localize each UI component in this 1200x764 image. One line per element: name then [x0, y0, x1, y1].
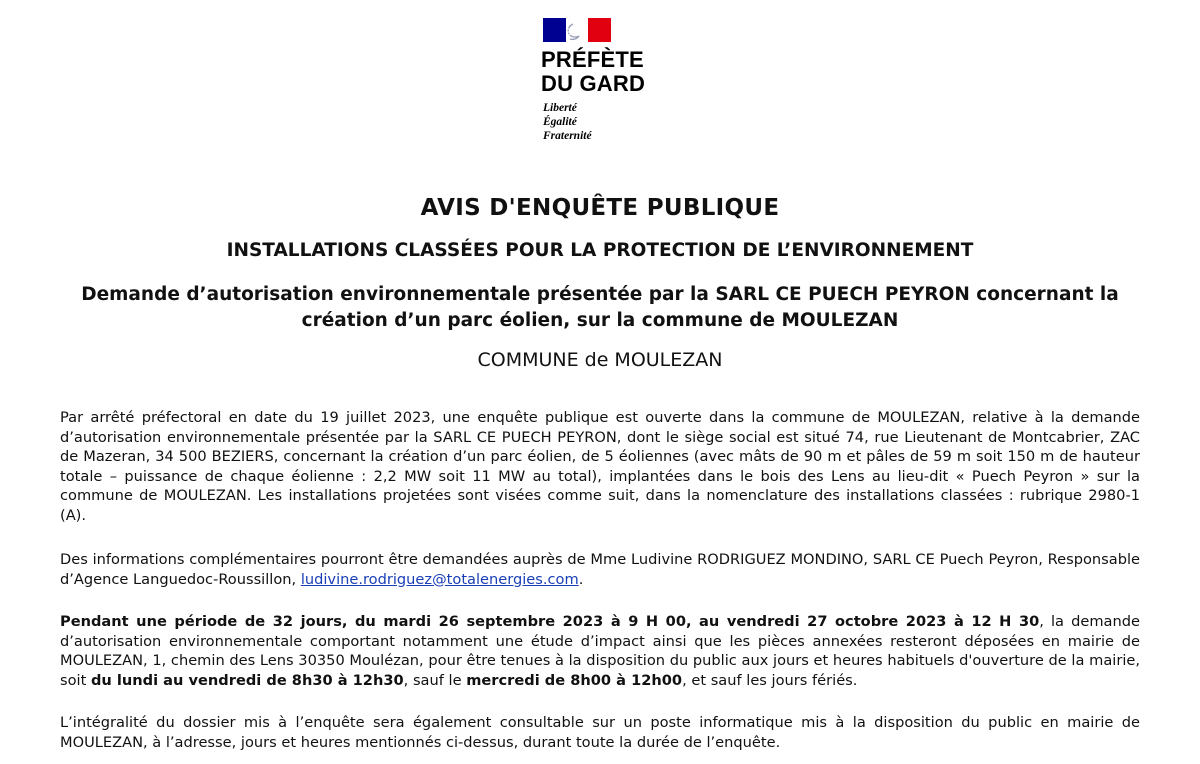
contact-end: .	[578, 570, 584, 588]
contact-email-link[interactable]: ludivine.rodriguez@totalenergies.com	[300, 570, 579, 588]
period-text3: , et sauf les jours fériés.	[682, 671, 858, 689]
period-text2: , sauf le	[403, 671, 467, 689]
commune-heading: COMMUNE de MOULEZAN	[477, 349, 723, 371]
opening-hours-weekdays: du lundi au vendredi de 8h30 à 12h30	[90, 671, 404, 689]
paragraph-arrete: Par arrêté préfectoral en date du 19 juillet 2023, une enquête publique est ouverte dans la commune de MOULEZAN, relative à la demande d’autorisation environnementale présentée par la SARL CE PUECH PEYRON, dont le siège social est situé 74, rue Lieutenant de Montcabrier, ZAC de Mazeran, 34 500 BEZIERS, concernant la création d’un parc éolien, de 5 éoliennes (avec mâts de 90 m et pâles de 59 m soit 150 m de hauteur totale – puissance de chaque éolienne : 2,2 MW soit 11 MW au total), implantées dans le bois des Lens au lieu-dit « Puech Peyron » sur la commune de MOULEZAN. Les installations projetées sont visées comme suit, dans la nomenclature des installations classées : rubrique 2980-1 (A).	[60, 409, 1140, 524]
logo-title-line2: DU GARD	[541, 71, 646, 96]
motto-fraternite: Fraternité	[543, 130, 592, 142]
motto-egalite: Égalité	[543, 116, 577, 128]
period-dates: Pendant une période de 32 jours, du mardi 26 septembre 2023 à 9 H 00, au vendredi 27 octobre 2023 à 12 H 30	[60, 613, 1040, 630]
prefecture-logo	[541, 16, 681, 146]
marianne-flag-icon	[543, 18, 611, 42]
logo-title-line1: PRÉFÈTE	[541, 47, 644, 72]
contact-text: Des informations complémentaires pourront être demandées auprès de Mme Ludivine RODRIGUEZ MONDINO, SARL CE Puech Peyron, Responsable d’Agence Languedoc-Roussillon,	[60, 551, 1140, 588]
motto-liberte: Liberté	[543, 102, 577, 114]
request-title: Demande d’autorisation environnementale présentée par la SARL CE PUECH PEYRON concernant la création d’un parc éolien, sur la commune de MOULEZAN	[81, 284, 1119, 331]
opening-hours-wednesday: mercredi de 8h00 à 12h00	[466, 671, 683, 689]
notice-subtitle: INSTALLATIONS CLASSÉES POUR LA PROTECTION DE L’ENVIRONNEMENT	[226, 240, 974, 261]
period-text1: , la demande d’autorisation environnementale comportant notamment une étude d’impact ainsi que les pièces annexées resteront déposées en mairie de MOULEZAN, 1, chemin des Lens 30350 Moulézan, pour être tenues à la disposition du public aux jours et heures habituels d'ouverture de la mairie, soit	[60, 613, 1140, 689]
paragraph-consultation: L’intégralité du dossier mis à l’enquête sera également consultable sur un poste informatique mis à la disposition du public en mairie de MOULEZAN, à l’adresse, jours et heures mentionnés ci-dessus, durant toute la durée de l’enquête.	[60, 714, 1140, 751]
notice-title: AVIS D'ENQUÊTE PUBLIQUE	[420, 195, 780, 221]
paragraph-period	[60, 612, 1140, 690]
paragraph-contact	[60, 550, 1140, 589]
